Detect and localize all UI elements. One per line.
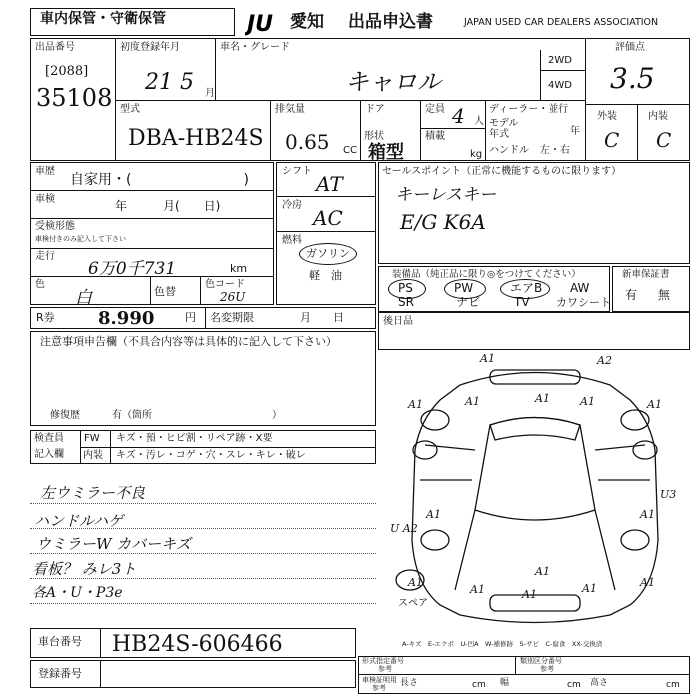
recycle-label: R券: [36, 311, 55, 324]
type-value: DBA-HB24S: [128, 126, 264, 151]
lot-number: 35108: [36, 84, 113, 112]
mileage-unit: km: [230, 262, 248, 275]
displacement-label: 排気量: [275, 104, 305, 115]
registration-month-unit: 月: [205, 88, 215, 99]
remark-2: ハンドルハゲ: [34, 512, 123, 530]
inspection-label: 車検: [35, 194, 55, 205]
damage-mark-12: A1: [408, 576, 423, 589]
equipment-aw: AW: [570, 281, 590, 295]
warranty-label: 新車保証書: [622, 269, 670, 280]
shift-label: シフト: [282, 166, 312, 177]
history-label: 車歴: [35, 166, 55, 177]
fuel-diesel: 軽 油: [309, 269, 342, 282]
mileage-label: 走行: [35, 251, 55, 262]
damage-mark-15: A1: [582, 582, 597, 595]
model-year-unit: 年: [570, 126, 580, 137]
lot-label: 出品番号: [35, 42, 75, 53]
car-outline: [412, 373, 658, 623]
ac-label: 冷房: [282, 200, 302, 211]
history-value: 自家用・( ): [70, 172, 249, 188]
cert-label: 車検証明用: [362, 676, 397, 684]
interior-label: 内装: [648, 111, 668, 122]
remark-3: ウミラーW カバーキズ: [36, 535, 191, 553]
color-code-label: 色コード: [205, 279, 245, 290]
damage-mark-6: A1: [580, 395, 595, 408]
wheel-rear-right: [621, 530, 649, 550]
fuel-label: 燃料: [282, 235, 302, 246]
storage-label: 車内保管・守衛保管: [40, 11, 166, 27]
recycle-value: 8.990: [98, 308, 155, 329]
category-ref: 参考: [540, 665, 554, 673]
warranty-no: 無: [658, 288, 671, 302]
ps-circle: [388, 279, 426, 299]
drive-2wd: 2WD: [548, 55, 572, 66]
equipment-label: 装備品（純正品に限り◎をつけてください）: [392, 269, 581, 280]
length-unit: cm: [472, 680, 486, 690]
mileage-value: 6万0千731: [88, 259, 177, 279]
name-change-label: 名変期限: [210, 311, 254, 324]
inspection-prefix: 受検形態: [35, 221, 75, 232]
shape-label: 形状: [364, 131, 384, 142]
damage-mark-11: A1: [640, 508, 655, 521]
inspector-label-2: 記入欄: [34, 449, 64, 460]
inspector-label-1: 検査員: [34, 433, 64, 444]
doors-label: ドア: [365, 104, 385, 115]
ju-logo: [245, 10, 291, 36]
grade-score: 3.5: [610, 62, 655, 95]
repair-value: 有（箇所 ）: [112, 410, 282, 421]
registration-label: 初度登録年月: [120, 42, 180, 53]
height-label: 高さ: [590, 678, 609, 688]
grade-label: 評価点: [615, 42, 645, 53]
spare-label: スペア: [398, 598, 428, 609]
cert-ref: 参考: [372, 684, 386, 692]
notes-label: 注意事項申告欄（不具合内容等は具体的に記入して下さい）: [40, 335, 337, 348]
damage-mark-7: A1: [647, 398, 662, 411]
damage-mark-10: A1: [426, 508, 441, 521]
lot-sub-number: [2088]: [45, 64, 89, 79]
equipment-ps: PS: [398, 281, 413, 295]
remark-1: 左ウミラー不良: [40, 484, 146, 502]
chassis-label: 車台番号: [38, 635, 82, 648]
color-value: 白: [75, 288, 92, 308]
interior-grade: C: [656, 128, 672, 152]
capacity-label: 定員: [425, 104, 445, 115]
exterior-grade: C: [604, 128, 620, 152]
inspection-value: 年 月( 日): [115, 199, 221, 213]
damage-mark-14: A1: [522, 588, 537, 601]
capacity-unit: 人: [474, 116, 484, 127]
category-label: 類別区分番号: [520, 657, 562, 665]
fuel-gasoline: ガソリン: [306, 247, 350, 260]
mirror-right: [633, 441, 657, 459]
handle-label: ハンドル: [489, 145, 529, 156]
damage-mark-17: A1: [535, 565, 550, 578]
equipment-pw: PW: [454, 281, 474, 295]
wheel-rear-left: [421, 530, 449, 550]
registration-year: 21: [145, 70, 173, 95]
inspector-exterior-tag: FW: [84, 433, 100, 444]
remark-4: 看板？ みレ3ト: [32, 560, 137, 578]
damage-mark-2: A2: [597, 354, 612, 367]
load-label: 積載: [425, 131, 445, 142]
type-label: 型式: [120, 104, 140, 115]
ju-logo-text: JU: [247, 12, 274, 36]
back-item-label: 後日品: [383, 316, 413, 327]
ac-value: AC: [313, 206, 343, 230]
recycle-unit: 円: [185, 311, 196, 324]
registration-month: 5: [180, 70, 194, 95]
inspector-interior-items: キズ・汚レ・コゲ・穴・スレ・キレ・破レ: [116, 450, 306, 461]
handle-options: 左・右: [540, 145, 570, 156]
length-label: 長さ: [400, 678, 419, 688]
capacity-value: 4: [452, 104, 465, 128]
model-year-label: モデル年式: [489, 118, 519, 140]
inspection-note: 車検付きのみ記入して下さい: [35, 235, 126, 243]
damage-mark-13: A1: [470, 583, 485, 596]
org-name: 愛知: [290, 12, 324, 32]
equipment-tv: TV: [514, 295, 530, 309]
pw-circle: [444, 279, 486, 299]
mirror-left: [413, 441, 437, 459]
color-change-label: 色替: [154, 285, 176, 298]
inspector-exterior-items: キズ・預・ヒビ割・リペア跡・X要: [116, 433, 273, 444]
form-title: 出品申込書: [348, 12, 433, 32]
form-type-ref: 参考: [378, 665, 392, 673]
drive-4wd: 4WD: [548, 80, 572, 91]
sales-points-label: セールスポイント（正常に機能するものに限ります）: [382, 166, 622, 177]
displacement-value: 0.65: [285, 130, 330, 154]
displacement-unit: CC: [343, 145, 357, 156]
equipment-airbag: エアB: [510, 281, 543, 295]
airbag-circle: [500, 279, 550, 299]
reg-number-label: 登録番号: [38, 667, 82, 680]
shape-value: 箱型: [368, 142, 404, 163]
association-name: JAPAN USED CAR DEALERS ASSOCIATION: [464, 17, 659, 28]
load-unit: kg: [470, 149, 483, 160]
remark-5: 各A・U・P3e: [32, 585, 123, 601]
equipment-sr: SR: [398, 295, 414, 309]
sales-points-line2: E/G K6A: [400, 210, 486, 234]
equipment-seat: カワシート: [556, 296, 611, 309]
damage-mark-5: A1: [535, 392, 550, 405]
windshield: [490, 418, 580, 441]
repair-label: 修復歴: [50, 410, 80, 421]
damage-mark-9: U A2: [390, 522, 418, 535]
exterior-label: 外装: [597, 111, 617, 122]
warranty-yes: 有: [625, 288, 638, 302]
damage-mark-8: U3: [660, 488, 677, 501]
equipment-navi: ナビ: [456, 295, 481, 309]
width-unit: cm: [567, 680, 581, 690]
damage-mark-16: A1: [640, 576, 655, 589]
model-name-value: キャロル: [345, 68, 441, 96]
color-code-value: 26U: [220, 290, 246, 304]
height-unit: cm: [666, 680, 680, 690]
damage-mark-3: A1: [408, 398, 423, 411]
shift-value: AT: [316, 172, 343, 196]
model-name-label: 車名・グレード: [220, 42, 290, 53]
inspector-interior-tag: 内装: [83, 450, 103, 461]
form-type-label: 形式指定番号: [362, 657, 404, 665]
name-change-value: 月 日: [300, 311, 344, 324]
width-label: 幅: [500, 678, 510, 688]
damage-mark-1: A1: [480, 352, 495, 365]
diagram-legend: A-キズ E-エクボ U-凹A W-補修跡 S-サビ C-腐食 XX-交換済: [402, 640, 603, 648]
dealer-label: ディーラー・並行: [489, 104, 569, 115]
color-label: 色: [35, 279, 45, 290]
damage-mark-4: A1: [465, 395, 480, 408]
sales-points-line1: キーレスキー: [395, 185, 497, 205]
chassis-value: HB24S-606466: [112, 632, 283, 657]
